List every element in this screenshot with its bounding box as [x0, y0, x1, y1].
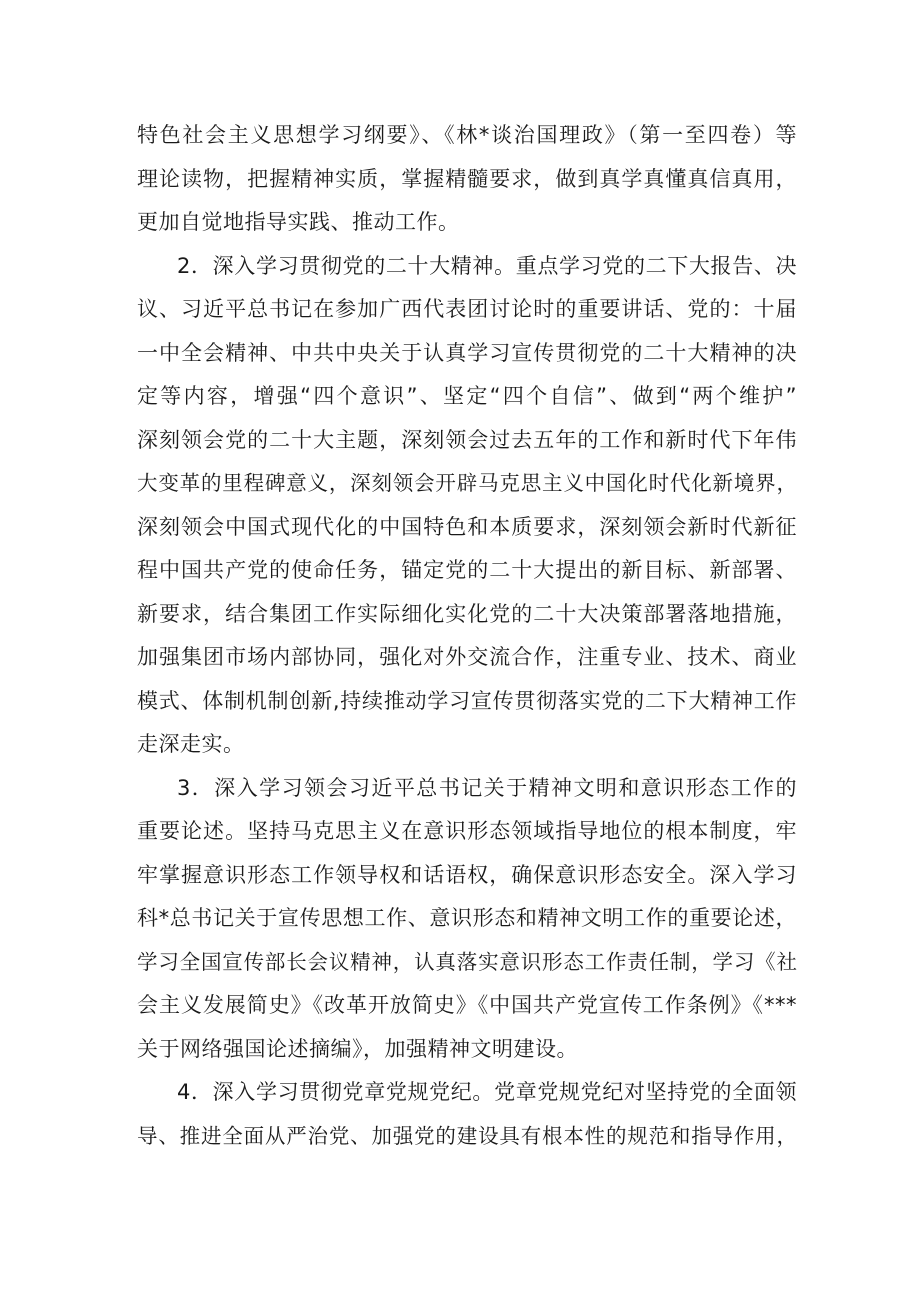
paragraph-2-line-6: 大变革的里程碑意义，深刻领会开辟马克思主义中国化时代化新境界， — [137, 471, 797, 495]
paragraph-2-line-7: 深刻领会中国式现代化的中国特色和本质要求，深刻领会新时代新征 — [137, 515, 797, 539]
paragraph-3-line-1: 3．深入学习领会习近平总书记关于精神文明和意识形态工作的 — [177, 776, 797, 800]
paragraph-2-line-1: 2．深入学习贯彻党的二十大精神。重点学习党的二下大报告、决 — [177, 254, 797, 278]
paragraph-2-line-2: 议、习近平总书记在参加广西代表团讨论时的重要讲话、党的：十届 — [137, 297, 797, 321]
paragraph-3-line-5: 学习全国宣传部长会议精神，认真落实意识形态工作责任制，学习《社 — [137, 950, 797, 974]
paragraph-2-line-11: 模式、体制机制创新,持续推动学习宣传贯彻落实党的二下大精神工作 — [137, 689, 797, 713]
paragraph-2-line-4: 定等内容，增强“四个意识”、坚定“四个自信”、做到“两个维护” — [137, 384, 797, 408]
paragraph-3-line-3: 牢掌握意识形态工作领导权和话语权，确保意识形态安全。深入学习 — [137, 863, 797, 887]
paragraph-3-line-4: 科*总书记关于宣传思想工作、意识形态和精神文明工作的重要论述， — [137, 906, 797, 930]
paragraph-1-line-3: 更加自觉地指导实践、推动工作。 — [137, 210, 460, 234]
paragraph-2-line-5: 深刻领会党的二十大主题，深刻领会过去五年的工作和新时代下年伟 — [137, 428, 797, 452]
paragraph-4-line-1: 4．深入学习贯彻党章党规党纪。党章党规党纪对坚持党的全面领 — [177, 1080, 797, 1104]
paragraph-3-line-7: 关于网络强国论述摘编》，加强精神文明建设。 — [137, 1037, 578, 1061]
paragraph-2-line-9: 新要求，结合集团工作实际细化实化党的二十大决策部署落地措施， — [137, 602, 797, 626]
paragraph-3-line-2: 重要论述。坚持马克思主义在意识形态领域指导地位的根本制度，牢 — [137, 819, 797, 843]
paragraph-2-line-12: 走深走实。 — [137, 732, 245, 756]
paragraph-2-line-3: 一中全会精神、中共中央关于认真学习宣传贯彻党的二十大精神的决 — [137, 341, 797, 365]
paragraph-1-line-1: 特色社会主义思想学习纲要》、《林*谈治国理政》（第一至四卷）等 — [137, 123, 797, 147]
paragraph-2-line-8: 程中国共产党的使命任务，锚定党的二十大提出的新目标、新部署、 — [137, 558, 797, 582]
paragraph-2-line-10: 加强集团市场内部协同，强化对外交流合作，注重专业、技术、商业 — [137, 645, 797, 669]
paragraph-3-line-6: 会主义发展简史》《改革开放简史》《中国共产党宣传工作条例》《*** — [137, 993, 797, 1017]
paragraph-1-line-2: 理论读物，把握精神实质，掌握精髓要求，做到真学真懂真信真用， — [137, 167, 797, 191]
paragraph-4-line-2: 导、推进全面从严治党、加强党的建设具有根本性的规范和指导作用， — [137, 1124, 797, 1148]
